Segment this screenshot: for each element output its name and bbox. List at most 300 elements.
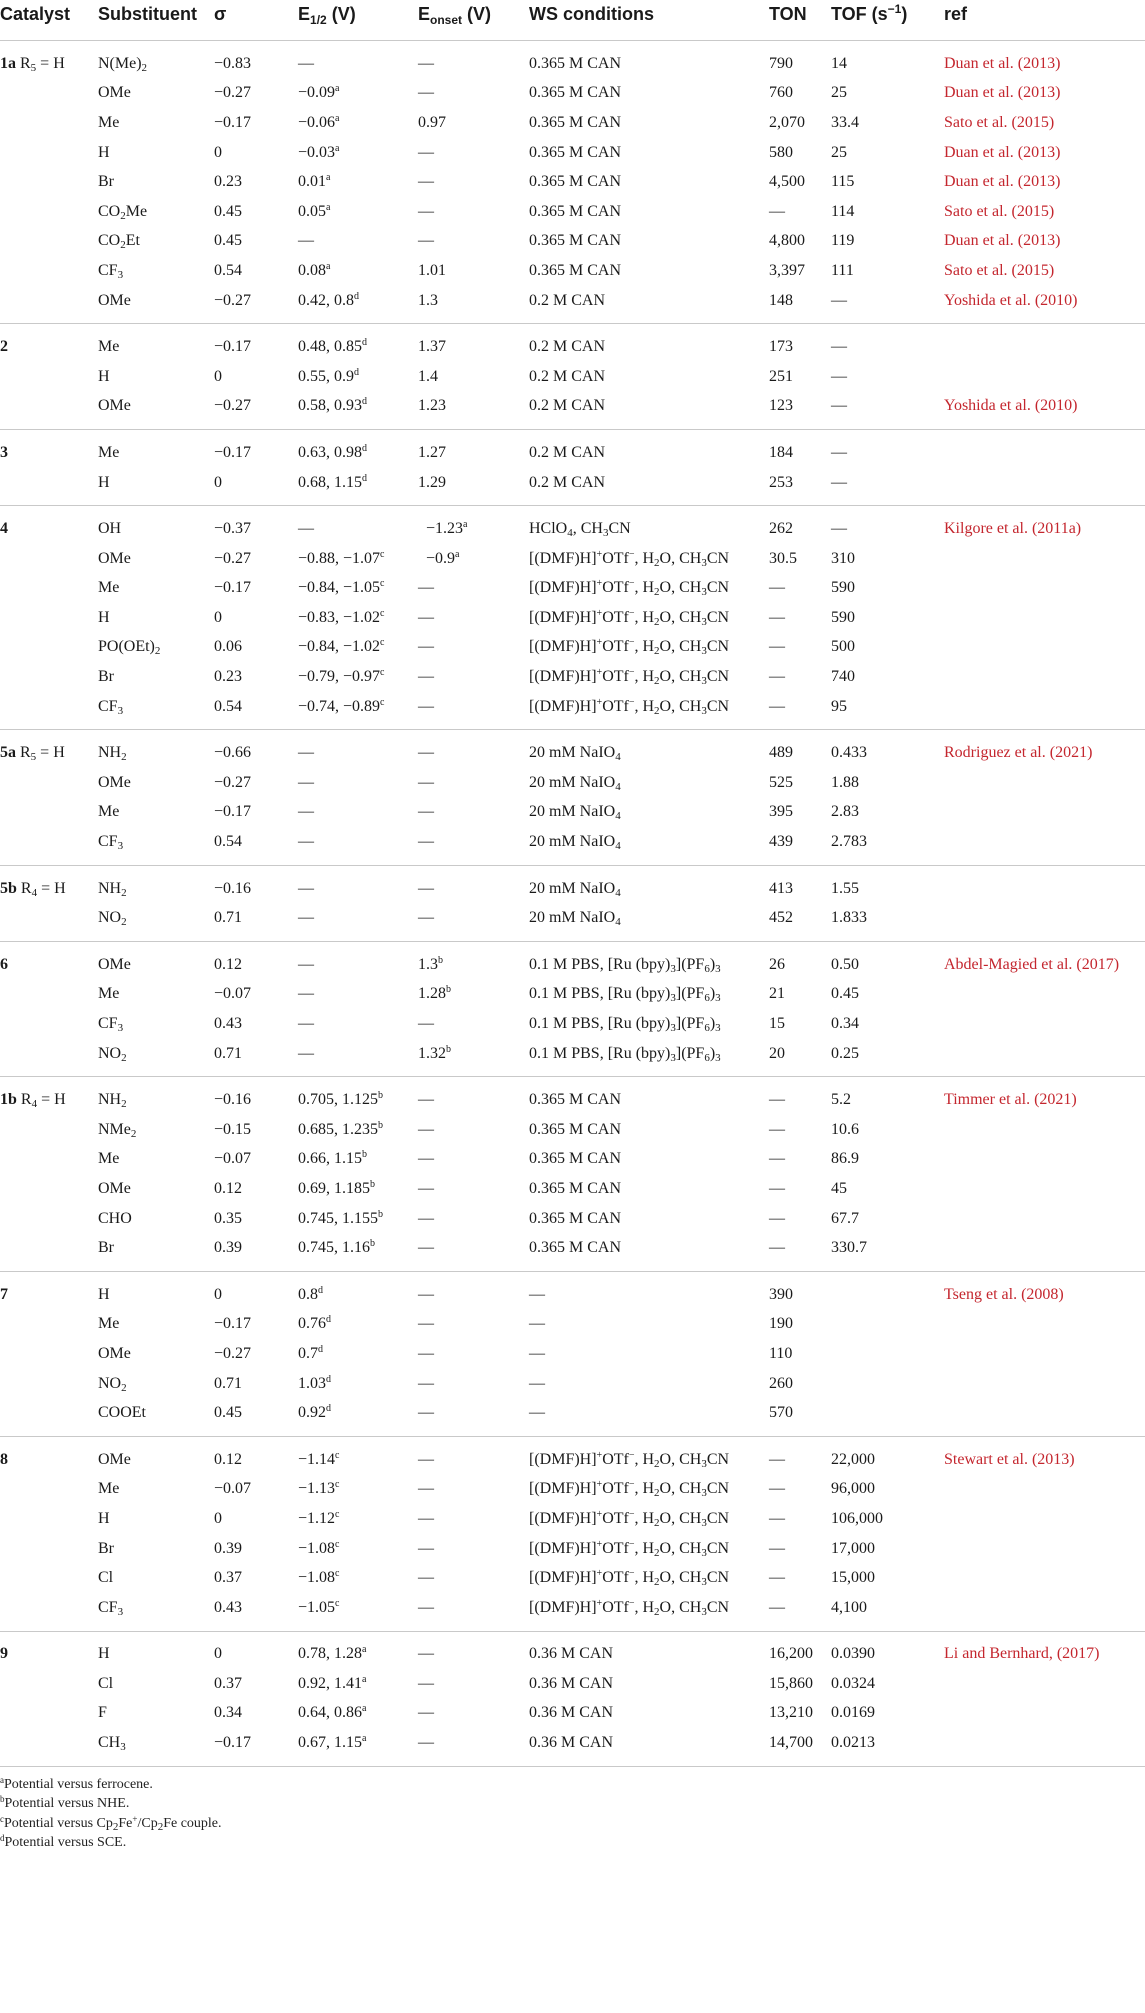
text-run: — — [418, 1315, 434, 1333]
catalyst-cell — [0, 362, 98, 392]
text-run: O, CH — [659, 1450, 702, 1468]
text-run: O, CH — [659, 579, 702, 597]
text-run: 0.67, 1.15 — [298, 1734, 362, 1752]
superscript: + — [596, 1538, 603, 1550]
catalyst-number: 7 — [0, 1285, 8, 1303]
e-onset-cell — [418, 430, 529, 468]
superscript: d — [318, 1343, 323, 1355]
reference-cell — [944, 603, 1145, 633]
tof-cell — [831, 1310, 944, 1340]
text-run: [(DMF)H] — [529, 1569, 597, 1587]
tof-cell: — — [831, 291, 847, 309]
ws-conditions-cell — [529, 256, 769, 286]
catalyst-cell — [0, 1271, 98, 1309]
superscript: c — [380, 696, 385, 708]
text-run: CF — [98, 833, 118, 851]
e-onset-cell — [418, 1534, 529, 1564]
tof-cell: 33.4 — [831, 113, 859, 131]
ton-cell: 15 — [769, 1015, 785, 1033]
reference-cell — [944, 1310, 1145, 1340]
text-run: — — [418, 84, 434, 102]
text-run: ](PF — [675, 985, 705, 1003]
e-onset-cell — [418, 1398, 529, 1436]
text-run: — — [298, 744, 314, 762]
sigma-cell: 0.06 — [214, 638, 242, 656]
ton-cell: — — [769, 1598, 785, 1616]
substituent-cell — [98, 256, 214, 286]
reference-cell — [944, 1593, 1145, 1631]
table-row — [0, 544, 1145, 574]
reference-link[interactable]: Duan et al. (2013) — [944, 232, 1061, 250]
table-row — [0, 1398, 1145, 1436]
reference-cell — [944, 1728, 1145, 1766]
sigma-cell: 0.45 — [214, 202, 242, 220]
substituent-cell — [98, 1145, 214, 1175]
ws-conditions-cell — [529, 1563, 769, 1593]
e-half-cell — [298, 286, 418, 324]
ws-conditions-cell — [529, 730, 769, 768]
text-run: 0.66, 1.15 — [298, 1150, 362, 1168]
text-run: CN — [608, 520, 631, 538]
text-run: −1.08 — [298, 1539, 336, 1557]
superscript: d — [354, 290, 359, 302]
superscript: c — [380, 667, 385, 679]
text-run: — — [298, 54, 314, 72]
table-row — [0, 392, 1145, 430]
subscript: 2 — [121, 751, 127, 764]
e-onset-cell — [418, 1310, 529, 1340]
subscript: 2 — [130, 1127, 137, 1140]
e-onset-cell — [418, 108, 529, 138]
reference-cell — [944, 1534, 1145, 1564]
tof-cell: 590 — [831, 579, 855, 597]
e-half-cell — [298, 1339, 418, 1369]
text-run: −1.05 — [298, 1598, 336, 1616]
text-run: 0.1 M PBS, [Ru (bpy) — [529, 955, 671, 973]
reference-link[interactable]: Stewart et al. (2013) — [944, 1450, 1075, 1468]
ton-cell: 20 — [769, 1044, 785, 1062]
superscript: b — [378, 1119, 383, 1131]
superscript: + — [596, 637, 603, 649]
text-run: O, CH — [659, 1539, 702, 1557]
table-row — [0, 468, 1145, 506]
superscript: d — [326, 1403, 331, 1415]
superscript: + — [132, 1813, 138, 1824]
sigma-cell: −0.27 — [214, 549, 252, 567]
e-onset-cell — [418, 633, 529, 663]
ws-conditions-cell — [529, 662, 769, 692]
sigma-cell: 0.45 — [214, 1404, 242, 1422]
table-row — [0, 1504, 1145, 1534]
table-row — [0, 1669, 1145, 1699]
text-run: −0.83, −1.02 — [298, 608, 381, 626]
reference-link[interactable]: Li and Bernhard, (2017) — [944, 1645, 1100, 1663]
e-half-cell — [298, 1145, 418, 1175]
tof-cell: 0.433 — [831, 744, 867, 762]
ws-conditions-cell — [529, 1669, 769, 1699]
e-onset-cell — [418, 1669, 529, 1699]
sigma-cell: −0.66 — [214, 744, 252, 762]
superscript: c — [335, 1597, 340, 1609]
text-run: OMe — [98, 1179, 131, 1197]
text-run: , H — [634, 1539, 655, 1557]
catalyst-cell — [0, 768, 98, 798]
text-run: 0.365 M CAN — [529, 1150, 622, 1168]
ton-cell: 30.5 — [769, 549, 797, 567]
ws-conditions-cell — [529, 1204, 769, 1234]
catalyst-number: 1a — [0, 54, 16, 72]
text-run: H — [98, 143, 110, 161]
superscript: a — [326, 172, 331, 184]
substituent-cell — [98, 79, 214, 109]
subscript: 5 — [30, 751, 37, 764]
reference-cell — [944, 1009, 1145, 1039]
text-run: 1.28 — [418, 985, 446, 1003]
reference-cell — [944, 544, 1145, 574]
table-row — [0, 286, 1145, 324]
text-run: OMe — [98, 955, 131, 973]
subscript: 4 — [615, 810, 621, 823]
reference-link[interactable]: Sato et al. (2015) — [944, 261, 1055, 279]
subscript: 3 — [701, 586, 707, 599]
text-run: , H — [634, 579, 655, 597]
catalyst-cell — [0, 692, 98, 730]
subscript: 4 — [31, 886, 38, 899]
e-half-cell — [298, 980, 418, 1010]
ton-cell: 16,200 — [769, 1645, 813, 1663]
e-half-cell — [298, 1475, 418, 1505]
reference-link[interactable]: Sato et al. (2015) — [944, 113, 1055, 131]
reference-cell — [944, 1077, 1145, 1115]
table-row — [0, 1593, 1145, 1631]
text-run: 0.365 M CAN — [529, 84, 622, 102]
substituent-cell — [98, 1233, 214, 1271]
e-onset-cell — [418, 544, 529, 574]
ton-cell: 260 — [769, 1374, 793, 1392]
subscript: 4 — [615, 840, 621, 853]
text-run: 0.42, 0.8 — [298, 291, 354, 309]
text-run: — — [418, 1015, 434, 1033]
catalyst-cell — [0, 1631, 98, 1669]
ws-conditions-cell — [529, 227, 769, 257]
sigma-cell: 0.39 — [214, 1539, 242, 1557]
substituent-cell — [98, 1310, 214, 1340]
reference-cell — [944, 1339, 1145, 1369]
table-row — [0, 167, 1145, 197]
superscript: + — [596, 1449, 603, 1461]
footnote — [0, 1775, 1145, 1795]
header-ref: ref — [944, 4, 968, 24]
reference-cell — [944, 1369, 1145, 1399]
e-onset-cell — [418, 392, 529, 430]
reference-link[interactable]: Kilgore et al. (2011a) — [944, 520, 1082, 538]
footnote — [0, 1794, 1145, 1814]
ws-conditions-cell — [529, 865, 769, 903]
e-half-cell — [298, 392, 418, 430]
text-run: = H — [37, 1091, 66, 1109]
sigma-cell: 0 — [214, 473, 222, 491]
e-half-cell — [298, 730, 418, 768]
text-run: Cl — [98, 1674, 114, 1692]
reference-link[interactable]: Duan et al. (2013) — [944, 84, 1061, 102]
reference-cell — [944, 827, 1145, 865]
reference-link[interactable]: Duan et al. (2013) — [944, 143, 1061, 161]
e-half-cell — [298, 662, 418, 692]
text-run: Et — [125, 232, 140, 250]
substituent-cell — [98, 662, 214, 692]
tof-cell: 0.0213 — [831, 1734, 875, 1752]
e-onset-cell — [418, 41, 529, 79]
e-half-cell — [298, 865, 418, 903]
subscript: 2 — [654, 556, 660, 569]
ton-cell: — — [769, 1150, 785, 1168]
text-run: OTf — [602, 579, 629, 597]
text-run: CN — [706, 638, 730, 656]
sigma-cell: 0.71 — [214, 909, 242, 927]
sigma-cell: −0.07 — [214, 1480, 252, 1498]
sigma-cell: 0.39 — [214, 1239, 242, 1257]
ton-cell: 760 — [769, 84, 793, 102]
ws-conditions-cell — [529, 1398, 769, 1436]
table-row — [0, 942, 1145, 980]
ton-cell: — — [769, 638, 785, 656]
reference-link[interactable]: Tseng et al. (2008) — [944, 1285, 1064, 1303]
reference-cell — [944, 980, 1145, 1010]
catalyst-cell — [0, 79, 98, 109]
table-row — [0, 1115, 1145, 1145]
text-run: H — [98, 473, 110, 491]
catalyst-cell — [0, 1436, 98, 1474]
subscript: 2 — [120, 209, 126, 222]
table-row — [0, 256, 1145, 286]
text-run: 0.2 M CAN — [529, 338, 606, 356]
superscript: d — [362, 396, 367, 408]
tof-cell: 1.88 — [831, 773, 859, 791]
ws-conditions-cell — [529, 1174, 769, 1204]
substituent-cell — [98, 1504, 214, 1534]
subscript: 2 — [654, 1457, 660, 1470]
subscript: 3 — [120, 1741, 126, 1754]
ws-conditions-cell — [529, 1009, 769, 1039]
substituent-cell — [98, 798, 214, 828]
substituent-cell — [98, 544, 214, 574]
ws-conditions-cell — [529, 1145, 769, 1175]
substituent-cell — [98, 1534, 214, 1564]
table-row — [0, 1534, 1145, 1564]
substituent-cell — [98, 1039, 214, 1077]
catalyst-number: 9 — [0, 1645, 8, 1663]
catalyst-cell — [0, 108, 98, 138]
catalyst-cell — [0, 1563, 98, 1593]
header-e-onset: $E_{onset}$ (V) — [418, 4, 492, 27]
substituent-cell — [98, 506, 214, 544]
e-half-cell — [298, 1563, 418, 1593]
ton-cell: — — [769, 1509, 785, 1527]
superscript: a — [335, 83, 340, 95]
text-run: 1.37 — [418, 338, 446, 356]
sigma-cell: 0 — [214, 367, 222, 385]
subscript: 2 — [121, 1098, 127, 1111]
tof-cell — [831, 1339, 944, 1369]
reference-link[interactable]: Yoshida et al. (2010) — [944, 291, 1078, 309]
text-run: — — [298, 985, 314, 1003]
superscript: − — [628, 607, 635, 619]
sigma-cell: 0.23 — [214, 668, 242, 686]
text-run: OTf — [602, 608, 629, 626]
ws-conditions-cell — [529, 1115, 769, 1145]
text-run: 0.365 M CAN — [529, 1179, 622, 1197]
text-run: [(DMF)H] — [529, 608, 597, 626]
reference-link[interactable]: Rodriguez et al. (2021) — [944, 744, 1093, 762]
table-row — [0, 603, 1145, 633]
text-run: — — [418, 1404, 434, 1422]
superscript: + — [596, 696, 603, 708]
text-run: 0.68, 1.15 — [298, 473, 362, 491]
reference-cell — [944, 468, 1145, 506]
text-run: CN — [706, 549, 730, 567]
subscript: 2 — [121, 1381, 127, 1394]
table-row — [0, 1233, 1145, 1271]
e-onset-cell — [418, 1593, 529, 1631]
e-onset-cell — [418, 286, 529, 324]
ton-cell: 395 — [769, 803, 793, 821]
text-run: −0.79, −0.97 — [298, 668, 381, 686]
ton-cell: — — [769, 608, 785, 626]
catalyst-cell — [0, 865, 98, 903]
text-run: — — [298, 1044, 314, 1062]
text-run: OMe — [98, 1450, 131, 1468]
substituent-cell — [98, 1174, 214, 1204]
subscript: 3 — [701, 645, 707, 658]
ws-conditions-cell — [529, 544, 769, 574]
tof-cell: 2.783 — [831, 833, 867, 851]
e-onset-cell — [418, 506, 529, 544]
text-run: NH — [98, 744, 122, 762]
text-run: 0.685, 1.235 — [298, 1120, 378, 1138]
sigma-cell: 0.71 — [214, 1044, 242, 1062]
e-onset-cell — [418, 1271, 529, 1309]
e-onset-cell — [418, 1369, 529, 1399]
text-run: −0.9 — [418, 549, 456, 567]
reference-link[interactable]: Yoshida et al. (2010) — [944, 397, 1078, 415]
text-run: 0.48, 0.85 — [298, 338, 362, 356]
header-substituent: Substituent — [98, 4, 197, 24]
e-onset-cell — [418, 1728, 529, 1766]
reference-link[interactable]: Duan et al. (2013) — [944, 173, 1061, 191]
subscript: 3 — [701, 675, 707, 688]
text-run: 0.69, 1.185 — [298, 1179, 370, 1197]
text-run: 0.7 — [298, 1344, 318, 1362]
catalyst-cell — [0, 1077, 98, 1115]
catalyst-cell — [0, 1174, 98, 1204]
ws-conditions-cell — [529, 1699, 769, 1729]
text-run: — — [418, 1645, 434, 1663]
text-run: — — [418, 1179, 434, 1197]
subscript: 2 — [121, 1051, 127, 1064]
text-run: CO — [98, 232, 121, 250]
superscript: d — [326, 1314, 331, 1326]
ton-cell: 452 — [769, 909, 793, 927]
e-half-cell — [298, 798, 418, 828]
text-run: CF — [98, 261, 118, 279]
text-run: COOEt — [98, 1404, 146, 1422]
superscript: − — [628, 1538, 635, 1550]
header-sigma: σ — [214, 4, 227, 24]
ws-conditions-cell — [529, 692, 769, 730]
reference-cell — [944, 865, 1145, 903]
table-row — [0, 197, 1145, 227]
subscript: 3 — [715, 992, 721, 1005]
ws-conditions-cell — [529, 1310, 769, 1340]
text-run: — — [418, 1239, 434, 1257]
ws-conditions-cell — [529, 980, 769, 1010]
reference-link[interactable]: Duan et al. (2013) — [944, 54, 1061, 72]
reference-link[interactable]: Timmer et al. (2021) — [944, 1091, 1077, 1109]
text-run: R — [16, 54, 31, 72]
text-run: — — [418, 1374, 434, 1392]
ton-cell: 251 — [769, 367, 793, 385]
e-onset-cell — [418, 865, 529, 903]
catalyst-cell — [0, 1310, 98, 1340]
catalyst-number: 1b — [0, 1091, 17, 1109]
text-run: 1.01 — [418, 261, 446, 279]
ton-cell: 413 — [769, 879, 793, 897]
text-run: H — [98, 1285, 110, 1303]
superscript: + — [596, 1597, 603, 1609]
catalyst-cell — [0, 1728, 98, 1766]
ton-cell: 148 — [769, 291, 793, 309]
text-run: 0.2 M CAN — [529, 473, 606, 491]
e-onset-cell — [418, 1475, 529, 1505]
text-run: CN — [706, 1480, 730, 1498]
e-half-cell — [298, 506, 418, 544]
table-row — [0, 1174, 1145, 1204]
tof-cell: 95 — [831, 697, 847, 715]
e-half-cell — [298, 1271, 418, 1309]
sigma-cell: 0 — [214, 143, 222, 161]
catalyst-cell — [0, 1669, 98, 1699]
subscript: 3 — [715, 962, 721, 975]
text-run: — — [418, 1150, 434, 1168]
e-onset-cell — [418, 1504, 529, 1534]
text-run: [(DMF)H] — [529, 579, 597, 597]
e-onset-cell — [418, 942, 529, 980]
text-run: 0.365 M CAN — [529, 113, 622, 131]
ton-cell: 3,397 — [769, 261, 805, 279]
text-run: −0.09 — [298, 84, 336, 102]
subscript: 6 — [704, 1022, 710, 1035]
text-run: OMe — [98, 397, 131, 415]
text-run: — — [418, 608, 434, 626]
reference-link[interactable]: Abdel-Magied et al. (2017) — [944, 955, 1120, 973]
superscript: b — [446, 984, 451, 996]
tof-cell: — — [831, 520, 847, 538]
sigma-cell: 0 — [214, 1285, 222, 1303]
superscript: b — [438, 954, 443, 966]
tof-cell: 96,000 — [831, 1480, 875, 1498]
text-run: 0.2 M CAN — [529, 291, 606, 309]
ws-conditions-cell — [529, 1077, 769, 1115]
tof-cell: 106,000 — [831, 1509, 883, 1527]
catalyst-cell — [0, 324, 98, 362]
text-run: Potential versus Cp — [4, 1815, 113, 1831]
superscript: − — [628, 667, 635, 679]
e-onset-cell — [418, 1077, 529, 1115]
superscript: b — [378, 1208, 383, 1220]
tof-cell: 111 — [831, 261, 854, 279]
text-run: OMe — [98, 1344, 131, 1362]
reference-link[interactable]: Sato et al. (2015) — [944, 202, 1055, 220]
